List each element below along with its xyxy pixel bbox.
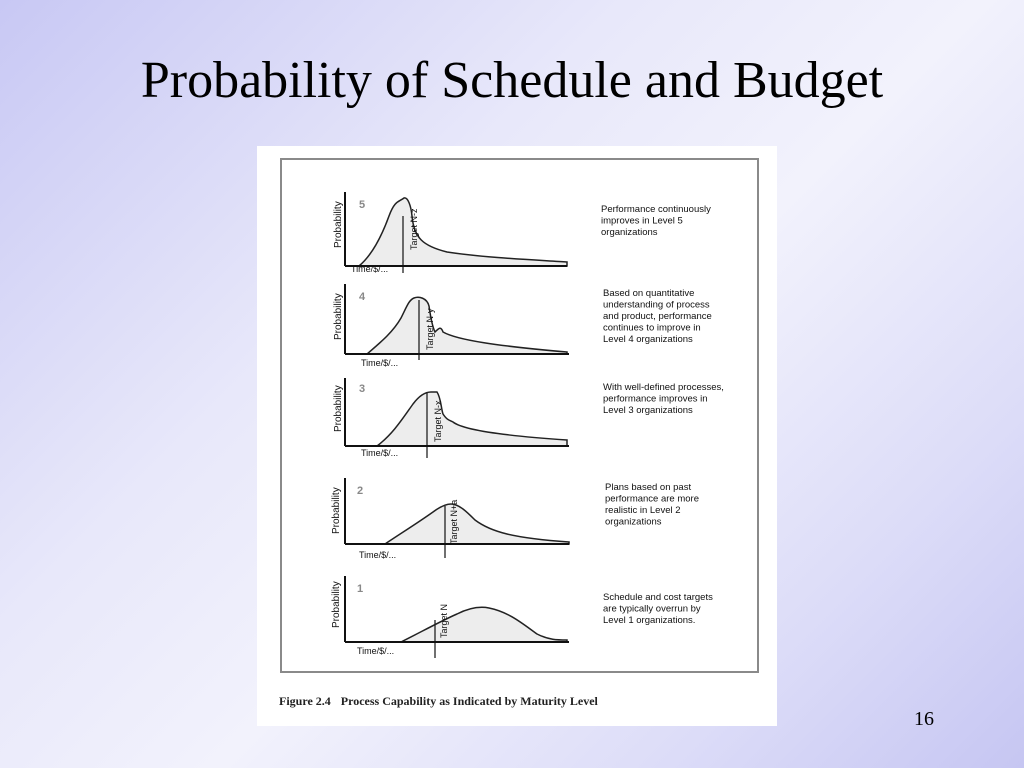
target-label: Target N-x xyxy=(433,400,443,442)
description-line: Level 3 organizations xyxy=(603,405,693,416)
slide-title: Probability of Schedule and Budget xyxy=(140,52,884,109)
level-number: 5 xyxy=(359,199,366,211)
description-line: Performance continuously xyxy=(601,204,711,215)
figure-number: Figure 2.4 xyxy=(279,694,331,708)
y-axis-label: Probability xyxy=(333,201,344,248)
description-line: improves in Level 5 xyxy=(601,215,683,227)
description-line: organizations xyxy=(601,227,658,238)
description-line: With well-defined processes, xyxy=(603,382,724,393)
maturity-figure xyxy=(257,146,777,726)
x-axis-label: Time/$/... xyxy=(361,358,399,368)
target-label: Target N-z xyxy=(409,208,419,250)
level-number: 3 xyxy=(359,383,366,395)
description-line: organizations xyxy=(605,516,662,528)
figure-caption xyxy=(279,694,598,709)
x-axis-label: Time/$/... xyxy=(361,448,399,458)
target-label: Target N+a xyxy=(449,499,459,544)
description-line: are typically overrun by xyxy=(603,603,701,615)
x-axis-label: Time/$/... xyxy=(357,646,395,656)
level-number: 4 xyxy=(359,291,366,303)
figure-panel xyxy=(257,146,777,726)
page-number: 16 xyxy=(914,708,934,730)
description-line: and product, performance xyxy=(603,311,712,322)
y-axis-label: Probability xyxy=(331,581,342,628)
description-line: Level 4 organizations xyxy=(603,334,693,345)
x-axis-label: Time/$/... xyxy=(359,550,397,560)
figure-caption-text: Process Capability as Indicated by Maturity Level xyxy=(340,694,598,708)
y-axis-label: Probability xyxy=(331,487,342,534)
x-axis-label: Time/$/... xyxy=(351,264,389,274)
description-line: performance are more xyxy=(605,493,699,505)
level-number: 1 xyxy=(357,583,364,595)
description-line: Schedule and cost targets xyxy=(603,592,713,603)
description-line: Level 1 organizations. xyxy=(603,615,696,626)
description-line: understanding of process xyxy=(603,299,710,311)
target-label: Target N-y xyxy=(425,308,435,350)
description-line: Plans based on past xyxy=(605,482,692,493)
description-line: Based on quantitative xyxy=(603,288,695,299)
y-axis-label: Probability xyxy=(333,293,344,340)
description-line: performance improves in xyxy=(603,393,708,405)
description-line: continues to improve in xyxy=(603,322,701,334)
level-number: 2 xyxy=(357,485,364,497)
target-label: Target N xyxy=(439,603,449,638)
description-line: realistic in Level 2 xyxy=(605,505,681,516)
y-axis-label: Probability xyxy=(333,385,344,432)
